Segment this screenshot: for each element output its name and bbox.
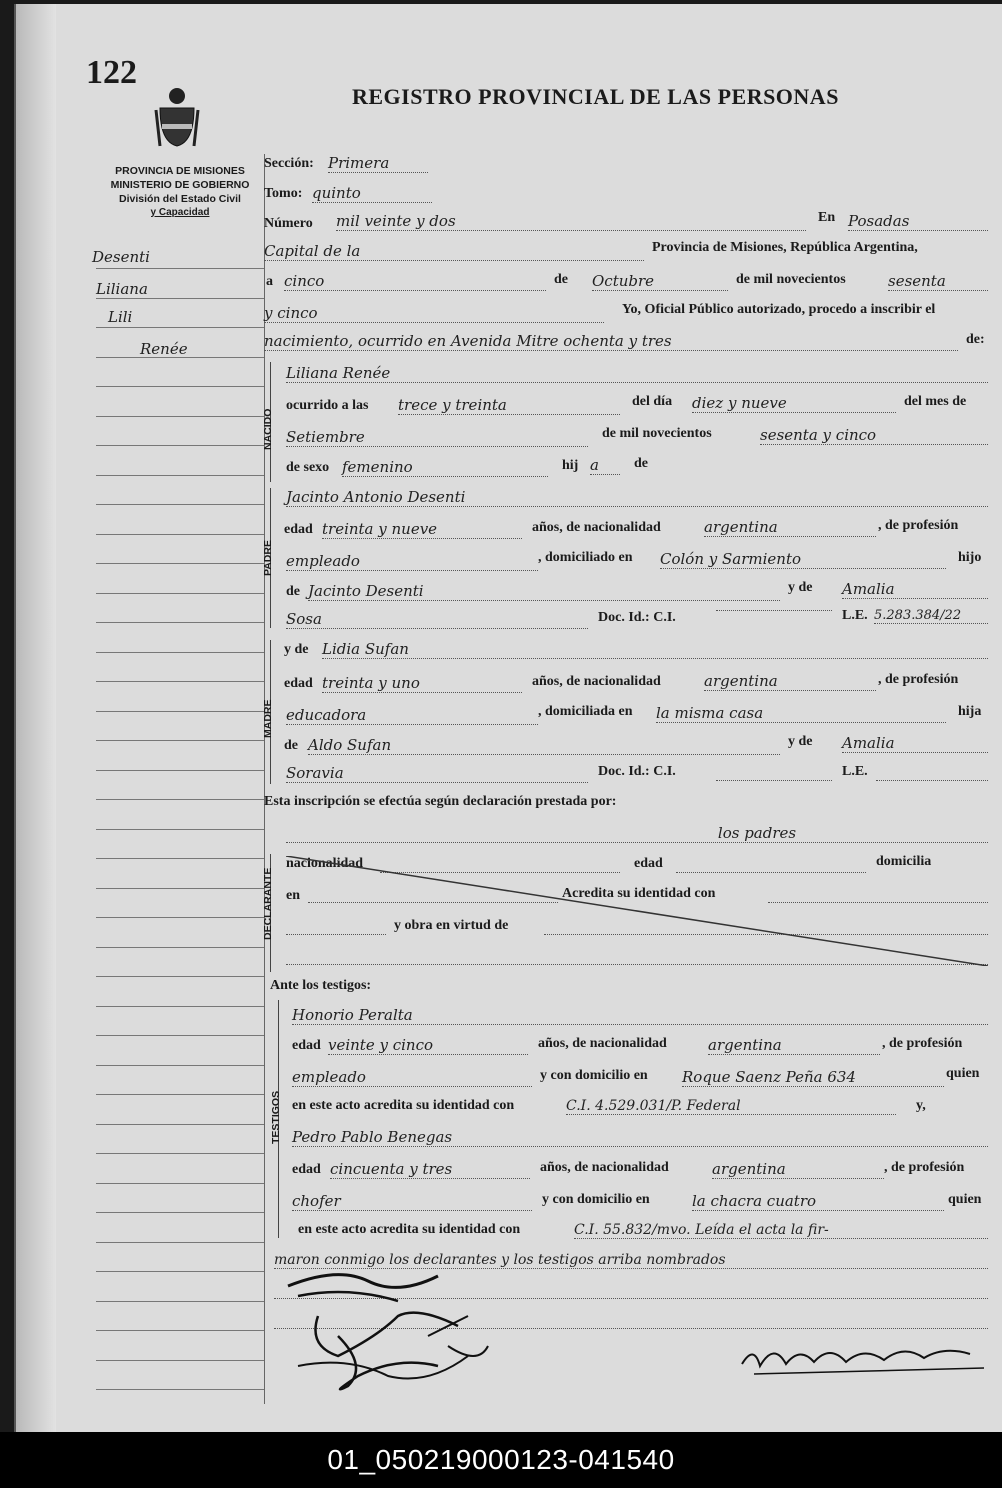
anio2-value: y cinco (264, 304, 604, 323)
margin-ruled-line (96, 386, 264, 387)
testigo1-y-label: y, (916, 1098, 926, 1113)
padre-dom-value: Colón y Sarmiento (660, 550, 946, 569)
testigo2-quien-label: quien (948, 1192, 982, 1207)
closing-text: maron conmigo los declarantes y los testigos arriba nombrados (274, 1252, 988, 1269)
margin-ruled-line (96, 888, 264, 889)
mes-value: Octubre (592, 272, 728, 291)
testigo2-acredita-label: en este acto acredita su identidad con (298, 1222, 521, 1237)
nacido-de-label: de (634, 456, 648, 471)
witness-signatures (278, 1256, 498, 1406)
padre-section-label: PADRE (262, 540, 274, 576)
padre-de-label: de (286, 584, 300, 599)
testigo2-nac-label: años, de nacionalidad (540, 1160, 669, 1175)
madre-madre2-value: Soravia (286, 764, 588, 783)
testigo1-edad-value: veinte y cinco (328, 1036, 528, 1055)
anio-nac-label: de mil novecientos (602, 426, 712, 441)
margin-ruled-line (96, 622, 264, 623)
testigo2-nac-value: argentina (712, 1160, 884, 1179)
testigo1-doc-value: C.I. 4.529.031/P. Federal (566, 1098, 896, 1115)
hora-label: ocurrido a las (286, 398, 369, 413)
hora-value: trece y treinta (398, 396, 620, 415)
margin-name-2: Lili (108, 308, 133, 326)
image-id-footer: 01_050219000123-041540 (0, 1432, 1002, 1488)
testigo2-edad-label: edad (292, 1162, 321, 1177)
dia-nac-value: diez y nueve (692, 394, 896, 413)
numero-value: mil veinte y dos (336, 212, 806, 231)
margin-ruled-line (96, 1006, 264, 1007)
margin-ruled-line (96, 1153, 264, 1154)
testigo2-prof-value: chofer (292, 1192, 532, 1211)
madre-nac-label: años, de nacionalidad (532, 674, 661, 689)
padre-prof-label: , de profesión (878, 518, 959, 533)
margin-ruled-line (96, 799, 264, 800)
margin-ruled-line (96, 445, 264, 446)
nacido-name: Liliana Renée (286, 364, 988, 383)
register-page (14, 4, 1002, 1432)
padre-nac-label: años, de nacionalidad (532, 520, 661, 535)
testigo2-name: Pedro Pablo Benegas (292, 1128, 988, 1147)
declarante-dom-label: domicilia (876, 854, 932, 869)
margin-ruled-line (96, 711, 264, 712)
testigo1-quien-label: quien (946, 1066, 980, 1081)
padre-edad-value: treinta y nueve (322, 520, 522, 539)
margin-name-3: Renée (140, 340, 188, 358)
margin-ruled-line (96, 1242, 264, 1243)
margin-ruled-line (96, 1360, 264, 1361)
margin-ruled-line (96, 858, 264, 859)
madre-dom-value: la misma casa (656, 704, 946, 723)
hija-label: hija (958, 704, 982, 719)
margin-ruled-line (96, 1124, 264, 1125)
numero-label: Número (264, 216, 313, 231)
hij-value: a (590, 456, 620, 475)
testigo2-dom-value: la chacra cuatro (692, 1192, 944, 1211)
margin-ruled-line (96, 681, 264, 682)
declarante-acredita-label: Acredita su identidad con (562, 886, 716, 901)
coat-of-arms-icon (154, 86, 200, 148)
book-binding (16, 4, 56, 1432)
sexo-value: femenino (342, 458, 548, 477)
madre-section-label: MADRE (262, 699, 274, 738)
padre-le-value: 5.283.384/22 (874, 608, 988, 624)
padre-nac-value: argentina (704, 518, 876, 537)
margin-ruled-line (96, 298, 264, 299)
testigo2-doc-value: C.I. 55.832/mvo. Leída el acta la fir- (574, 1222, 988, 1239)
madre-padre-value: Aldo Sufan (308, 736, 780, 755)
madre-yde-label: y de (284, 642, 309, 657)
oficial-label: Yo, Oficial Público autorizado, procedo a inscribir el (622, 302, 936, 317)
ministry-block: PROVINCIA DE MISIONES MINISTERIO DE GOBIERNO División del Estado Civil y Capacidad (110, 165, 250, 218)
margin-ruled-line (96, 652, 264, 653)
padre-madre-value: Amalia (842, 580, 988, 599)
page-title: REGISTRO PROVINCIAL DE LAS PERSONAS (352, 84, 839, 109)
dia-nac-label: del día (632, 394, 673, 409)
padre-padre-value: Jacinto Desenti (308, 582, 780, 601)
margin-ruled-line (96, 357, 264, 358)
madre-edad-value: treinta y uno (322, 674, 522, 693)
testigo2-prof-label: , de profesión (884, 1160, 965, 1175)
strike-through-line (286, 856, 988, 966)
padre-dom-label: , domiciliado en (538, 550, 633, 565)
margin-ruled-line (96, 740, 264, 741)
margin-ruled-line (96, 829, 264, 830)
madre-le-line (876, 780, 988, 781)
margin-ruled-line (96, 1212, 264, 1213)
declarante-nac-label: nacionalidad (286, 856, 364, 871)
declarante-section-label: DECLARANTE (262, 867, 274, 940)
folio-number: 122 (86, 54, 137, 91)
margin-ruled-line (96, 1035, 264, 1036)
padre-edad-label: edad (284, 522, 313, 537)
declaracion-label: Esta inscripción se efectúa según declaración prestada por: (264, 794, 617, 809)
dia-value: cinco (284, 272, 546, 291)
testigo2-edad-value: cincuenta y tres (330, 1160, 530, 1179)
margin-ruled-line (96, 1301, 264, 1302)
testigos-section-label: TESTIGOS (270, 1090, 282, 1144)
testigo1-nac-label: años, de nacionalidad (538, 1036, 667, 1051)
madre-dom-label: , domiciliada en (538, 704, 633, 719)
anio-label: de mil novecientos (736, 272, 846, 287)
margin-ruled-line (96, 475, 264, 476)
de-label: de (554, 272, 568, 287)
testigo1-dom-value: Roque Saenz Peña 634 (682, 1068, 944, 1087)
madre-prof-value: educadora (286, 706, 538, 725)
margin-ruled-line (96, 770, 264, 771)
margin-ruled-line (96, 1094, 264, 1095)
testigo1-nac-value: argentina (708, 1036, 880, 1055)
mes-nac-label: del mes de (904, 394, 967, 409)
margin-ruled-line (96, 947, 264, 948)
tomo-label: Tomo: (264, 186, 303, 201)
provincia-label: Provincia de Misiones, República Argentina, (652, 240, 918, 255)
madre-prof-label: , de profesión (878, 672, 959, 687)
margin-ruled-line (96, 1389, 264, 1390)
hij-label: hij (562, 458, 579, 473)
testigo1-edad-label: edad (292, 1038, 321, 1053)
margin-name-1: Liliana (96, 280, 148, 298)
madre-madre-value: Amalia (842, 734, 988, 753)
padre-yde-label: y de (788, 580, 813, 595)
padre-le-label: L.E. (842, 608, 868, 623)
testigo1-prof-value: empleado (292, 1068, 532, 1087)
margin-ruled-line (96, 504, 264, 505)
margin-ruled-line (96, 917, 264, 918)
testigo1-acredita-label: en este acto acredita su identidad con (292, 1098, 515, 1113)
en-value: Posadas (848, 212, 988, 231)
nacido-section-label: NACIDO (262, 408, 274, 450)
anio-nac-value: sesenta y cinco (760, 426, 988, 445)
margin-ruled-line (96, 563, 264, 564)
declaracion-value: los padres (286, 824, 988, 843)
padre-ci-value (716, 610, 832, 611)
mes-nac-value: Setiembre (286, 428, 588, 447)
margin-ruled-line (96, 1271, 264, 1272)
madre-yde2-label: y de (788, 734, 813, 749)
acta-value: nacimiento, ocurrido en Avenida Mitre ochenta y tres (264, 332, 958, 351)
tomo-value: quinto (312, 184, 432, 203)
margin-ruled-line (96, 593, 264, 594)
madre-le-label: L.E. (842, 764, 868, 779)
declarante-obra-label: y obra en virtud de (394, 918, 509, 933)
madre-ci-line (716, 780, 832, 781)
margin-ruled-line (96, 416, 264, 417)
madre-nac-value: argentina (704, 672, 876, 691)
testigos-label: Ante los testigos: (270, 978, 372, 993)
testigo1-dom-label: y con domicilio en (540, 1068, 648, 1083)
madre-de-label: de (284, 738, 298, 753)
padre-madre2-value: Sosa (286, 610, 588, 629)
capital-value: Capital de la (264, 242, 644, 261)
testigo2-dom-label: y con domicilio en (542, 1192, 650, 1207)
madre-edad-label: edad (284, 676, 313, 691)
de2-label: de: (966, 332, 985, 347)
padre-doc-label: Doc. Id.: C.I. (598, 610, 676, 625)
margin-surname: Desenti (92, 248, 150, 266)
margin-ruled-line (96, 1183, 264, 1184)
seccion-label: Sección: (264, 156, 314, 171)
margin-ruled-line (96, 327, 264, 328)
declarante-en-label: en (286, 888, 300, 903)
en-label: En (818, 210, 836, 225)
margin-ruled-line (96, 268, 264, 269)
madre-doc-label: Doc. Id.: C.I. (598, 764, 676, 779)
officer-signature (734, 1334, 996, 1382)
declarante-edad-label: edad (634, 856, 663, 871)
madre-name: Lidia Sufan (322, 640, 988, 659)
testigo1-prof-label: , de profesión (882, 1036, 963, 1051)
padre-name: Jacinto Antonio Desenti (286, 488, 988, 507)
hijo-label: hijo (958, 550, 982, 565)
margin-ruled-line (96, 1330, 264, 1331)
testigo1-name: Honorio Peralta (292, 1006, 988, 1025)
margin-ruled-line (96, 1065, 264, 1066)
seccion-value: Primera (328, 154, 428, 173)
margin-ruled-line (96, 534, 264, 535)
padre-prof-value: empleado (286, 552, 538, 571)
margin-ruled-line (96, 976, 264, 977)
sexo-label: de sexo (286, 460, 330, 475)
anio-value: sesenta (888, 272, 988, 291)
a-label: a (266, 274, 273, 289)
